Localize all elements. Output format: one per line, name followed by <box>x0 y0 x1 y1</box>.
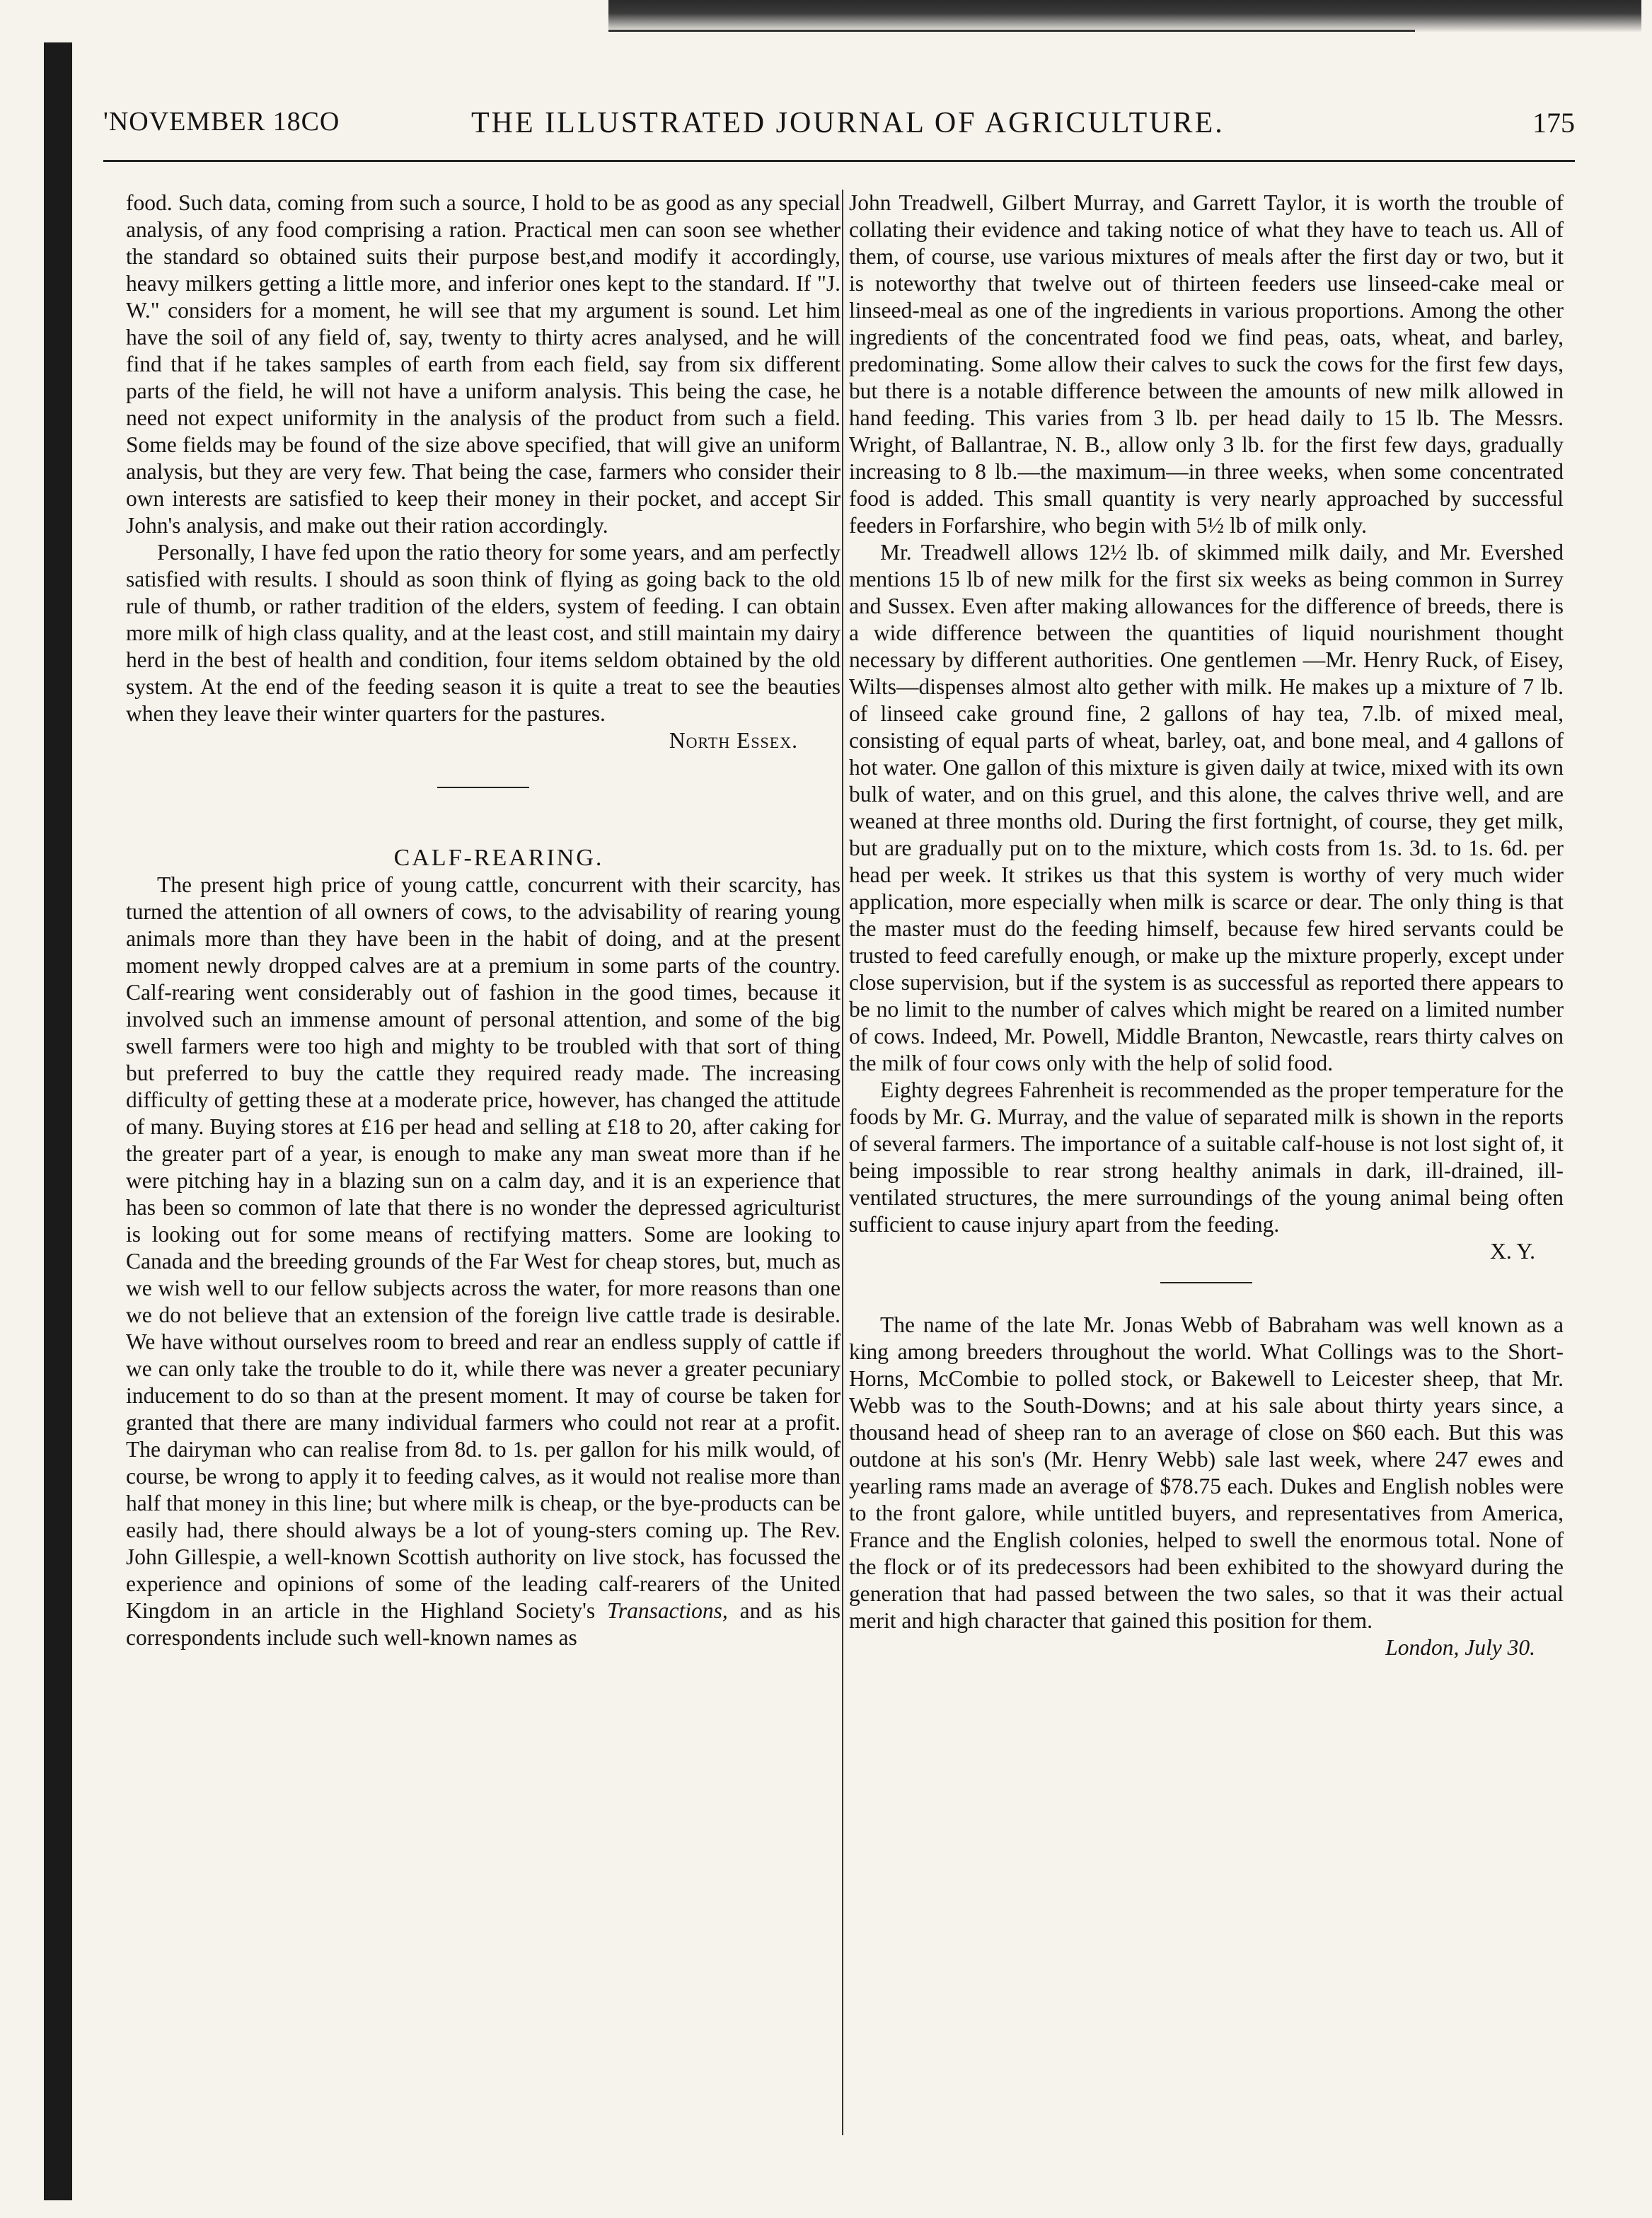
paragraph: The name of the late Mr. Jonas Webb of Babraham was well known as a king among breeders throughout the world. What Collings was to the Short-Horns, McCombie to polled stock, or Bakewell to Leicester sheep, that Mr. Webb was to the South-Downs; and at his sale about thirty years since, a thousand head of sheep ran to an average of close on $60 each. But this was outdone at his son's (Mr. Henry Webb) sale last week, where 247 ewes and yearling rams made an average of $78.75 each. Dukes and English nobles were to the front galore, while untitled buyers, and representatives from America, France and the English colonies, helped to swell the enormous total. None of the flock or of its predecessors had been exhibited to the showyard during the generation that had passed between the two sales, so that it was their actual merit and high character that gained this position for them. <box>849 1312 1564 1633</box>
journal-title: THE ILLUSTRATED JOURNAL OF AGRICULTURE. <box>471 107 1225 139</box>
section-divider <box>437 787 529 788</box>
paragraph: Personally, I have fed upon the ratio theory for some years, and am perfectly satisfied with results. I should as soon think of flying as going back to the old rule of thumb, or rather tradition of the elders, system of feeding. I can obtain more milk of high class quality, and at the least cost, and still maintain my dairy herd in the best of health and condition, four items seldom obtained by the old system. At the end of the feeding season it is quite a treat to see the beauties when they leave their winter quarters for the pastures. <box>126 540 841 726</box>
top-rule <box>608 30 1415 32</box>
page-header <box>103 106 1575 156</box>
publication-title: Transactions, <box>607 1598 728 1623</box>
column-divider <box>842 190 843 2135</box>
paragraph-text: The present high price of young cattle, concurrent with their scarcity, has turned the attention of all owners of cows, to the advisability of rearing young animals more than they have been in the habit of doing, and at the present moment newly dropped calves are at a premium in some parts of the country. Calf-rearing went considerably out of fashion in the good times, because it involved such an immense amount of personal attention, and some of the big swell farmers were too high and mighty to be troubled with that sort of thing but preferred to buy the cattle they required ready made. The increasing difficulty of getting these at a moderate price, however, has changed the attitude of many. Buying stores at £16 per head and selling at £18 to 20, after caking for the greater part of a year, is enough to make any man sweat more than if he were pitching hay in a blazing sun on a calm day, and it is an experience that has been so common of late that there is no wonder the depressed agriculturist is looking out for some means of rectifying matters. Some are looking to Canada and the breeding grounds of the Far West for cheap stores, but, much as we wish well to our fellow subjects across the water, for more reasons than one we do not believe that an extension of the foreign live cattle trade is desirable. We have without ourselves room to breed and rear an endless supply of cattle if we can only take the trouble to do it, while there was never a greater pecuniary inducement to do so than at the present moment. It may of course be taken for granted that there are many individual farmers who could not rear at a profit. The dairyman who can realise from 8d. to 1s. per gallon for his milk would, of course, be wrong to apply it to feeding calves, as it would not realise more than half that money in this line; but where milk is cheap, or the bye-products can be easily had, there should always be a lot of young-sters coming up. The Rev. John Gillespie, a well-known Scottish authority on live stock, has focussed the experience and opinions of some of the leading calf-rearers of the United Kingdom in an article in the Highland Society's <box>126 872 841 1623</box>
left-column <box>126 190 841 1651</box>
issue-date: 'NOVEMBER 18CO <box>103 107 340 137</box>
paragraph-text-end: and as his correspondents include such well-known names as <box>126 1598 841 1650</box>
paragraph: Mr. Treadwell allows 12½ lb. of skimmed milk daily, and Mr. Evershed mentions 15 lb of new milk for the first six weeks as being common in Surrey and Sussex. Even after making allowances for the difference of breeds, there is a wide difference between the quantities of liquid nourishment thought necessary by different authorities. One gentlemen —Mr. Henry Ruck, of Eisey, Wilts—dispenses almost alto gether with milk. He makes up a mixture of 7 lb. of linseed cake ground fine, 2 gallons of hay tea, 7.lb. of mixed meal, consisting of equal parts of wheat, barley, oat, and bone meal, and 4 gallons of hot water. One gallon of this mixture is given daily at twice, mixed with its own bulk of water, and on this gruel, and this alone, the calves thrive well, and are weaned at three months old. During the first fortnight, of course, they get milk, but are gradually put on to the mixture, which costs from 1s. 3d. to 1s. 6d. per head per week. It strikes us that this system is worthy of very much wider application, more especially when milk is scarce or dear. The only thing is that the master must do the feeding himself, because few hired servants could be trusted to feed carefully enough, or make up the mixture properly, except under close supervision, but if the system is as successful as reported there appears to be no limit to the number of calves which might be reared on a limited number of cows. Indeed, Mr. Powell, Middle Branton, Newcastle, rears thirty calves on the milk of four cows only with the help of solid food. <box>849 540 1564 1075</box>
page-number: 175 <box>1532 107 1575 139</box>
header-rule <box>103 160 1575 162</box>
top-scan-shadow <box>608 0 1641 33</box>
signature: North Essex. <box>669 728 798 753</box>
paragraph: Eighty degrees Fahrenheit is recommended as the proper temperature for the foods by Mr. G. Murray, and the value of separated milk is shown in the reports of several farmers. The importance of a suitable calf-house is not lost sight of, it being impossible to rear strong healthy animals in dark, ill-drained, ill-ventilated structures, the mere surroundings of the young animal being often sufficient to cause injury apart from the feeding. <box>849 1078 1564 1237</box>
paragraph: food. Such data, coming from such a source, I hold to be as good as any special analysis, of any food comprising a ration. Practical men can soon see whether the standard so obtained suits their purpose best,and modify it accordingly, heavy milkers getting a little more, and inferior ones kept to the standard. If "J. W." considers for a moment, he will see that my argument is sound. Let him have the soil of any field of, say, twenty to thirty acres analysed, and he will find that if he takes samples of earth from each field, say from six different parts of the field, he will not have a uniform analysis. This being the case, he need not expect uniformity in the analysis of the product from such a field. Some fields may be found of the size above specified, that will give an uniform analysis, but they are very few. That being the case, farmers who consider their own interests are satisfied to keep their money in their pocket, and accept Sir John's analysis, and make out their ration accordingly. <box>126 190 841 538</box>
signature: X. Y. <box>1490 1239 1535 1264</box>
binding-edge <box>44 42 72 2200</box>
dateline: London, July 30. <box>1385 1635 1535 1660</box>
paragraph: John Treadwell, Gilbert Murray, and Garrett Taylor, it is worth the trouble of collating their evidence and taking notice of what they have to teach us. All of them, of course, use various mixtures of meals after the first day or two, but it is noteworthy that twelve out of thirteen feeders use linseed-cake meal or linseed-meal as one of the ingredients in various proportions. Among the other ingredients of the concentrated food we find peas, oats, wheat, and barley, predominating. Some allow their calves to suck the cows for the first few days, but there is a notable difference between the amounts of new milk allowed in hand feeding. This varies from 3 lb. per head daily to 15 lb. The Messrs. Wright, of Ballantrae, N. B., allow only 3 lb. for the first few days, gradually increasing to 8 lb.—the maximum—in three weeks, when some concentrated food is added. This small quantity is very nearly approached by successful feeders in Forfarshire, who begin with 5½ lb of milk only. <box>849 190 1564 538</box>
paragraph <box>126 872 841 1651</box>
section-divider <box>1160 1282 1252 1283</box>
section-title: CALF-REARING. <box>393 845 604 871</box>
right-column <box>849 190 1564 1661</box>
